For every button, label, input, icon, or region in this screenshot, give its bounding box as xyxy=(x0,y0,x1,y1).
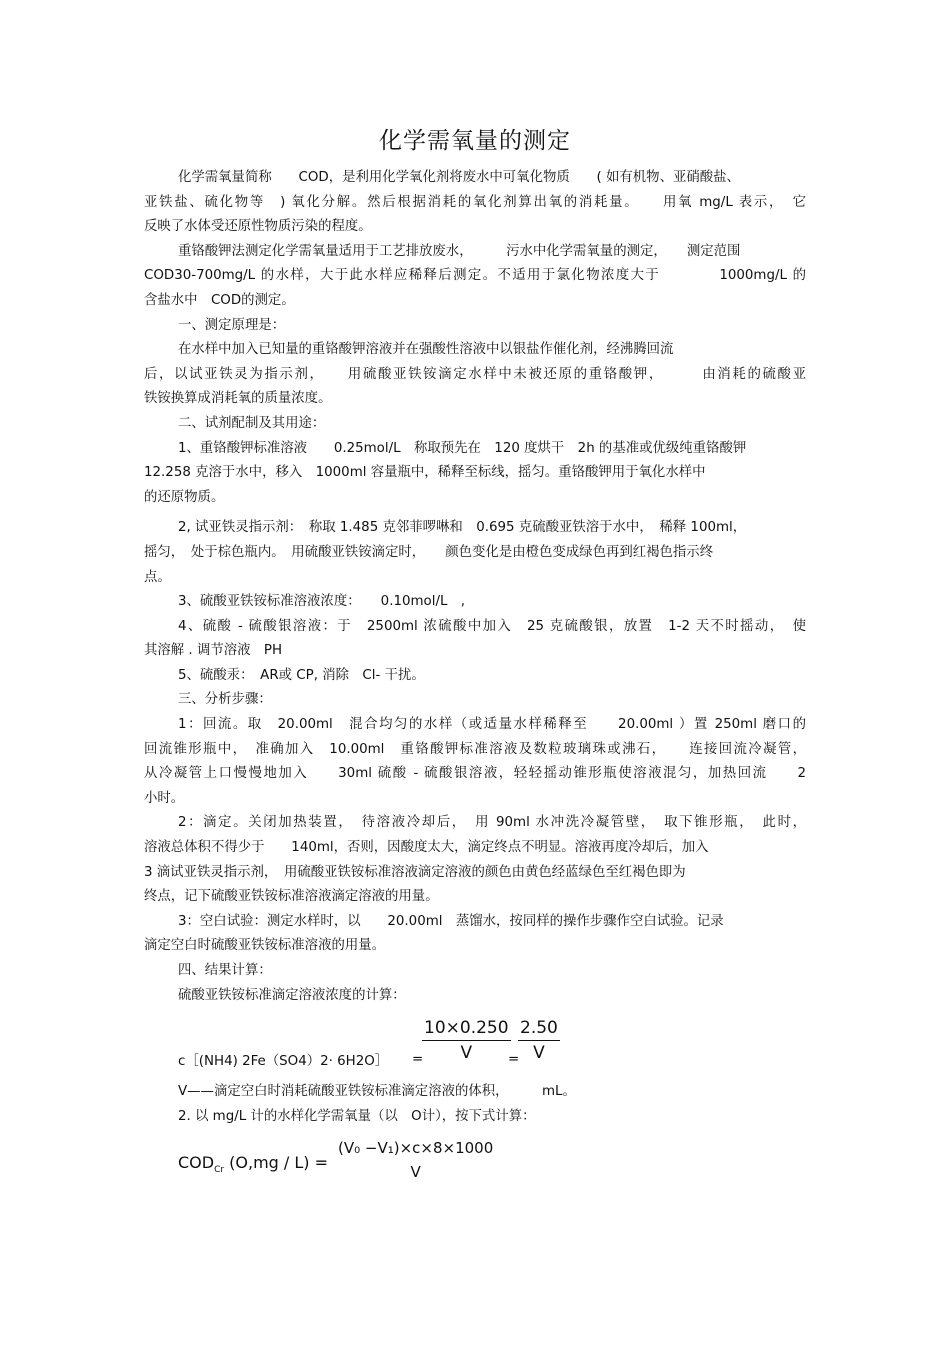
formula-fe-concentration xyxy=(144,1018,806,1080)
fraction xyxy=(338,1139,493,1181)
paragraph-line: 亚铁盐、硫化物等 ) 氧化分解。然后根据消耗的氧化剂算出氧的消耗量。 用氧 mg/L 表示， 它 xyxy=(144,194,806,210)
paragraph-line: 滴定空白时硫酸亚铁铵标准溶液的用量。 xyxy=(144,938,386,954)
section-heading: 四、结果计算： xyxy=(178,963,272,978)
paragraph-line: 硫酸亚铁铵标准滴定溶液浓度的计算： xyxy=(178,987,406,1003)
section-heading: 三、分析步骤： xyxy=(178,692,272,708)
fraction-numerator: 10×0.250 xyxy=(422,1018,511,1041)
section-heading: 二、试剂配制及其用途： xyxy=(178,415,326,431)
paragraph-line: 3、硫酸亚铁铵标准溶液浓度： 0.10mol/L , xyxy=(178,594,466,610)
paragraph-line: 从冷凝管上口慢慢地加入 30ml 硫酸 - 硫酸银溶液，轻轻摇动锥形瓶使溶液混匀，加热回流 2 xyxy=(144,766,806,782)
paragraph-line: 点。 xyxy=(144,569,171,585)
paragraph-line: 小时。 xyxy=(144,790,185,806)
paragraph-line: 溶液总体积不得少于 140ml，否则，因酸度太大，滴定终点不明显。溶液再度冷却后，加入 xyxy=(144,840,709,856)
paragraph-line: 化学需氧量简称 COD，是利用化学氧化剂将废水中可氧化物质 ( 如有机物、亚硝酸盐、 xyxy=(178,170,740,185)
paragraph-line: 重铬酸钾法测定化学需氧量适用于工艺排放废水， 污水中化学需氧量的测定， 测定范围 xyxy=(178,243,741,259)
paragraph-line: 反映了水体受还原性物质污染的程度。 xyxy=(144,219,372,235)
page-title: 化学需氧量的测定 xyxy=(379,128,571,154)
paragraph-line: 1：回流。取 20.00ml 混合均匀的水样（或适量水样稀释至 20.00ml ）置 250ml 磨口的 xyxy=(178,717,806,733)
fraction xyxy=(518,1018,560,1063)
fraction-denominator: V xyxy=(410,1163,421,1182)
document-body xyxy=(144,166,806,1199)
equals-sign: = xyxy=(412,1052,424,1068)
paragraph-line: COD30-700mg/L 的水样，大于此水样应稀释后测定。不适用于氯化物浓度大于 1000mg/L 的 xyxy=(144,268,806,284)
paragraph-line: 其溶解 . 调节溶液 PH xyxy=(144,643,283,659)
paragraph-line: 在水样中加入已知量的重铬酸钾溶液并在强酸性溶液中以银盐作催化剂，经沸腾回流 xyxy=(178,342,674,358)
paragraph-line: 后，以试亚铁灵为指示剂， 用硫酸亚铁铵滴定水样中未被还原的重铬酸钾， 由消耗的硫酸亚 xyxy=(144,366,806,382)
fraction xyxy=(422,1018,511,1063)
paragraph-line: V——滴定空白时消耗硫酸亚铁铵标准滴定溶液的体积， mL。 xyxy=(178,1084,576,1100)
paragraph-line: 终点，记下硫酸亚铁铵标准溶液滴定溶液的用量。 xyxy=(144,889,439,905)
paragraph-line: 摇匀， 处于棕色瓶内。 用硫酸亚铁铵滴定时， 颜色变化是由橙色变成绿色再到红褐色指示终 xyxy=(144,544,714,560)
paragraph-line: 的还原物质。 xyxy=(144,489,225,505)
formula-label: c［(NH4) 2Fe（SO4）2· 6H2O］ xyxy=(178,1054,389,1070)
paragraph-line: 1、重铬酸钾标准溶液 0.25mol/L 称取预先在 120 度烘干 2h 的基准或优级纯重铬酸钾 xyxy=(178,440,747,456)
section-heading: 一、测定原理是： xyxy=(178,317,286,333)
fraction-denominator: V xyxy=(460,1043,473,1064)
paragraph-line: 铁铵换算成消耗氧的质量浓度。 xyxy=(144,391,332,407)
paragraph-line: 回流锥形瓶中， 准确加入 10.00ml 重铬酸钾标准溶液及数粒玻璃珠或沸石， 连接回流冷凝管， xyxy=(144,741,806,757)
paragraph-line: 2：滴定。关闭加热装置， 待溶液冷却后， 用 90ml 水冲洗冷凝管壁， 取下锥形瓶， 此时， xyxy=(178,815,806,831)
paragraph-line: 5、硫酸汞： AR或 CP, 消除 Cl- 干扰。 xyxy=(178,667,425,683)
paragraph-line: 4、硫酸 - 硫酸银溶液：于 2500ml 浓硫酸中加入 25 克硫酸银，放置 1-2 天不时摇动， 使 xyxy=(178,618,806,634)
paragraph-line: 3 滴试亚铁灵指示剂， 用硫酸亚铁铵标准溶液滴定溶液的颜色由黄色经蓝绿色至红褐色即为 xyxy=(144,864,686,880)
paragraph-line: 含盐水中 COD的测定。 xyxy=(144,292,295,308)
fraction-numerator: (V₀ −V₁)×c×8×1000 xyxy=(338,1139,494,1158)
formula-cod xyxy=(144,1139,806,1199)
paragraph-line: 12.258 克溶于水中，移入 1000ml 容量瓶中，稀释至标线，摇匀。重铬酸钾用于氧化水样中 xyxy=(144,465,706,481)
fraction-denominator: V xyxy=(533,1043,545,1064)
paragraph-line: 3：空白试验：测定水样时，以 20.00ml 蒸馏水，按同样的操作步骤作空白试验。记录 xyxy=(178,913,724,929)
paragraph-line: 2, 试亚铁灵指示剂： 称取 1.485 克邻菲啰啉和 0.695 克硫酸亚铁溶于水中， 稀释 100ml， xyxy=(178,520,747,536)
fraction-numerator: 2.50 xyxy=(518,1018,560,1041)
equals-sign: = xyxy=(508,1052,520,1068)
formula-lhs: $COD_{Cr}$ (O,mg / L) = xyxy=(178,1153,329,1176)
paragraph-line: 2. 以 mg/L 计的水样化学需氧量（以 O计），按下式计算： xyxy=(178,1108,536,1124)
